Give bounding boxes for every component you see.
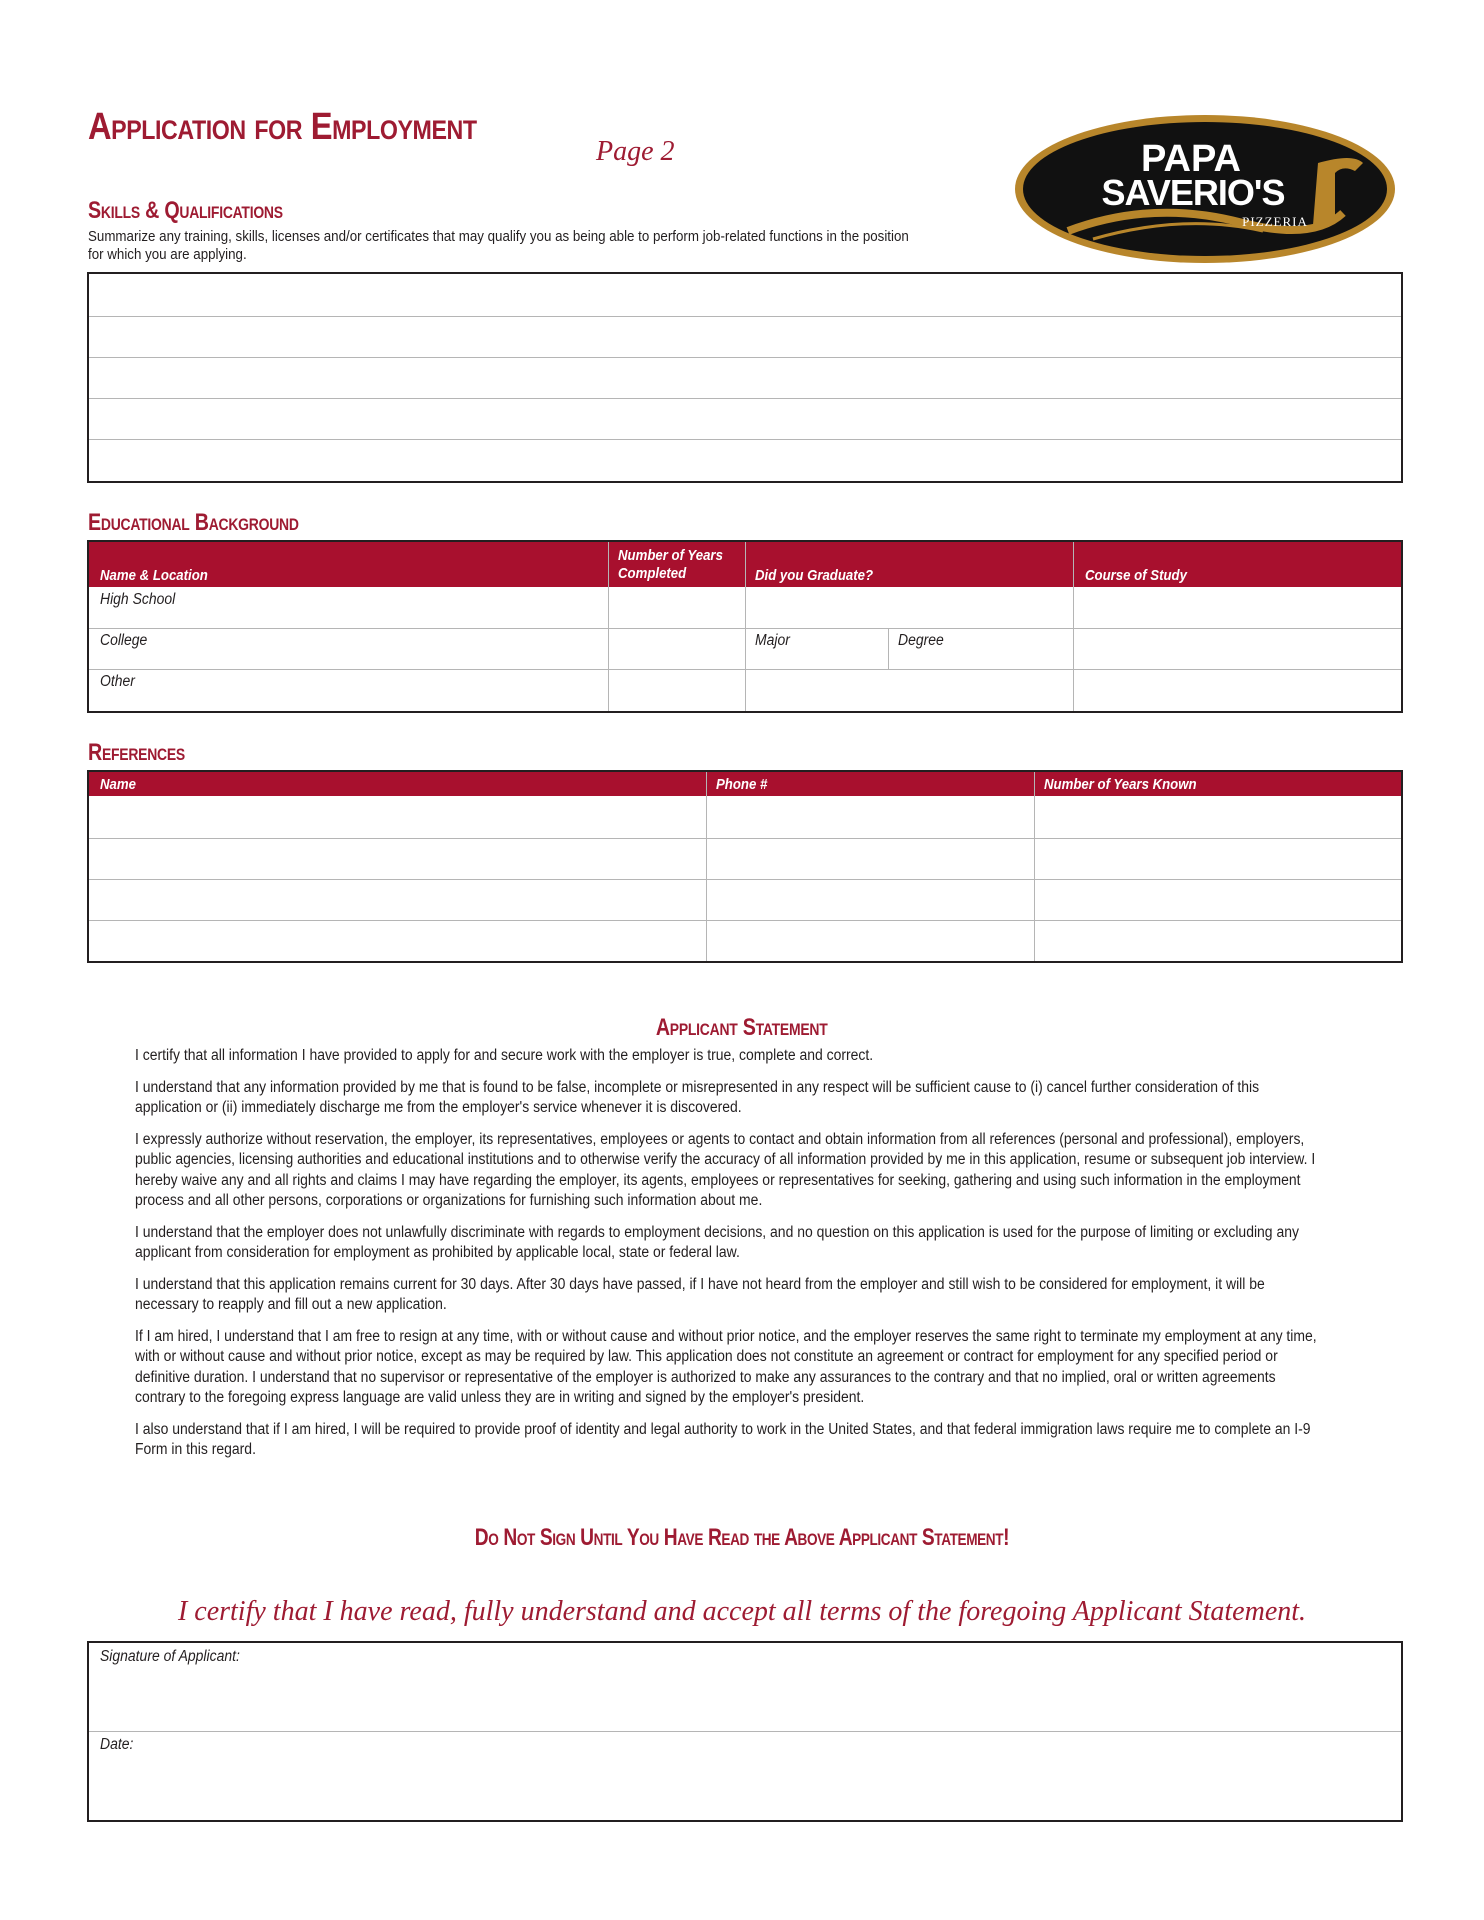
page-title: Application for Employment <box>88 106 477 148</box>
skills-line[interactable] <box>89 398 1401 399</box>
label-other: Other <box>100 673 135 690</box>
col-years-completed: Number of Years Completed <box>618 547 723 582</box>
skills-heading: Skills & Qualifications <box>88 197 283 224</box>
statement-paragraph: I expressly authorize without reservation, the employer, its representatives, employees or agents to contact and obtain information from all references (personal and professional), employers, public agencies, licensing authorities and educational institutions and to otherwise verify the accuracy of all information provided by me in this application, resume or subsequent job interview. I hereby waive any and all rights and claims I may have regarding the employer, its agents, employees or representatives for seeking, gathering and using such information in the employment process and all other persons, corporations or organizations for furnishing such information about me. <box>135 1130 1316 1209</box>
statement-paragraph: I certify that all information I have provided to apply for and secure work with the employer is true, complete and correct. <box>135 1047 874 1064</box>
signature-field[interactable] <box>89 1643 1401 1731</box>
col-ref-phone: Phone # <box>716 776 768 793</box>
row-divider <box>89 838 1401 839</box>
date-field[interactable] <box>89 1732 1401 1820</box>
papa-saverios-logo <box>1013 113 1398 266</box>
skills-box[interactable] <box>87 272 1403 483</box>
skills-intro: Summarize any training, skills, licenses and/or certificates that may qualify you as being able to perform job-related functions in the position for which you are applying. <box>88 229 909 263</box>
col-course-of-study: Course of Study <box>1085 567 1187 584</box>
certify-statement: I certify that I have read, fully understand and accept all terms of the foregoing Applicant Statement. <box>177 1596 1307 1627</box>
page-number: Page 2 <box>596 136 675 167</box>
row-divider <box>89 920 1401 921</box>
education-table <box>87 540 1403 713</box>
references-heading: References <box>88 739 185 766</box>
skills-line[interactable] <box>89 439 1401 440</box>
logo-text-saverios: SAVERIO'S <box>1101 172 1285 213</box>
logo-text-papa: PAPA <box>1141 138 1241 180</box>
col-name-location: Name & Location <box>100 567 208 584</box>
statement-heading-text: Applicant Statement <box>656 1014 828 1041</box>
skills-line[interactable] <box>89 316 1401 317</box>
label-college: College <box>100 632 148 649</box>
statement-heading <box>0 1014 1484 1042</box>
references-table <box>87 770 1403 963</box>
row-divider <box>89 669 1401 670</box>
statement-body <box>135 1046 1325 1472</box>
divider <box>745 542 746 711</box>
divider <box>888 628 889 669</box>
label-high-school: High School <box>100 591 176 608</box>
references-header-row <box>89 772 1401 796</box>
col-did-you-graduate: Did you Graduate? <box>755 567 874 584</box>
divider <box>1034 772 1035 961</box>
divider <box>1073 542 1074 711</box>
statement-paragraph: If I am hired, I understand that I am free to resign at any time, with or without cause and without prior notice, and the employer reserves the same right to terminate my employment at any time, with or without cause and without prior notice, except as may be required by law. This application does not constitute an agreement or contract for employment for any specified period or definitive duration. I understand that no supervisor or representative of the employer is authorized to make any assurances to the contrary and that no implied, oral or written agreements contrary to the foregoing express language are valid unless they are in writing and signed by the employer's president. <box>135 1327 1317 1406</box>
col-ref-name: Name <box>100 776 136 793</box>
warning-text: Do Not Sign Until You Have Read the Above Applicant Statement! <box>474 1524 1010 1551</box>
statement-paragraph: I also understand that if I am hired, I will be required to provide proof of identity and legal authority to work in the United States, and that federal immigration laws require me to complete an I-9 Form in this regard. <box>135 1420 1311 1458</box>
signature-box <box>87 1641 1403 1822</box>
do-not-sign-warning <box>0 1524 1484 1552</box>
row-divider <box>89 628 1401 629</box>
divider <box>706 772 707 961</box>
statement-paragraph: I understand that the employer does not unlawfully discriminate with regards to employment decisions, and no question on this application is used for the purpose of limiting or excluding any applicant from consideration for employment as prohibited by applicable local, state or federal law. <box>135 1223 1299 1261</box>
logo-text-pizzeria: PIZZERIA <box>1242 214 1308 229</box>
label-major: Major <box>755 632 790 649</box>
col-ref-years-known: Number of Years Known <box>1044 776 1197 793</box>
logo-emblem <box>1013 113 1398 266</box>
divider <box>608 542 609 711</box>
statement-paragraph: I understand that this application remains current for 30 days. After 30 days have passed, if I have not heard from the employer and still wish to be considered for employment, it will be necessary to reapply and fill out a new application. <box>135 1275 1265 1313</box>
education-heading: Educational Background <box>88 509 299 536</box>
label-degree: Degree <box>898 632 944 649</box>
signature-label: Signature of Applicant: <box>100 1648 240 1665</box>
statement-paragraph: I understand that any information provided by me that is found to be false, incomplete or misrepresented in any respect will be sufficient cause to (i) cancel further consideration of this application or (ii) immediately discharge me from the employer's service whenever it is discovered. <box>135 1078 1260 1116</box>
skills-line[interactable] <box>89 357 1401 358</box>
date-label: Date: <box>100 1736 134 1753</box>
row-divider <box>89 879 1401 880</box>
